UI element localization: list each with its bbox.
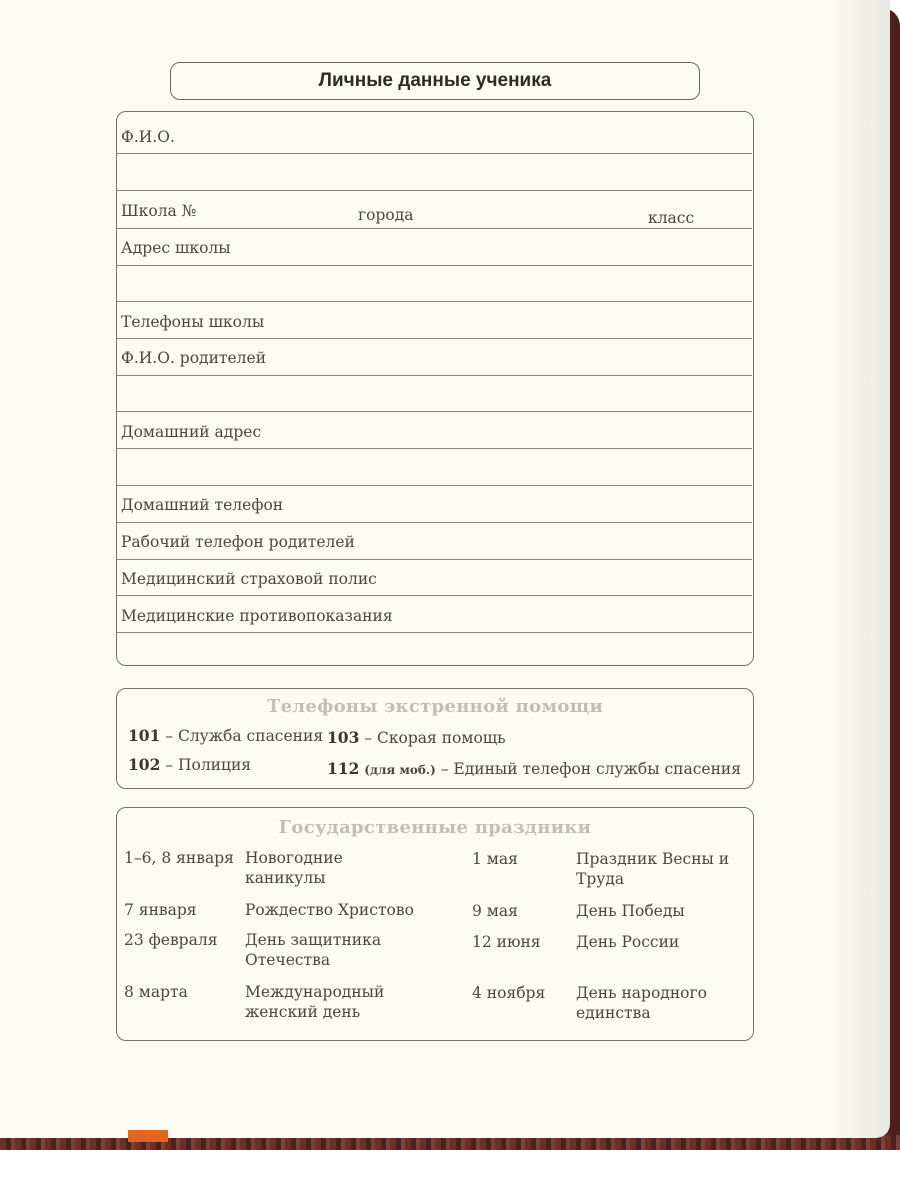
holiday-name: День России bbox=[576, 933, 680, 951]
home-phone-label: Домашний телефон bbox=[121, 496, 284, 514]
holiday-name: Праздник Весны и Труда bbox=[576, 850, 730, 888]
home-address-label: Домашний адрес bbox=[121, 423, 262, 441]
holiday-date: 4 ноября bbox=[472, 984, 546, 1002]
parents-fio-label: Ф.И.О. родителей bbox=[121, 349, 267, 367]
school-phones-label: Телефоны школы bbox=[121, 313, 265, 331]
field-line-parents-fio[interactable] bbox=[116, 375, 752, 376]
holiday-date: 1–6, 8 января bbox=[124, 849, 234, 867]
holidays-title: Государственные праздники bbox=[278, 817, 592, 838]
field-line-insurance[interactable] bbox=[116, 595, 752, 596]
fio-label: Ф.И.О. bbox=[121, 128, 175, 146]
class-label: класс bbox=[648, 209, 695, 227]
emergency-item: 101 – Служба спасения bbox=[128, 726, 324, 745]
field-line-school-address[interactable] bbox=[116, 265, 752, 266]
school-number-label: Школа № bbox=[121, 202, 197, 220]
emergency-item: 102 – Полиция bbox=[128, 755, 252, 774]
field-line-home-phone[interactable] bbox=[116, 522, 752, 523]
holiday-date: 8 марта bbox=[124, 983, 188, 1001]
field-line-fio-2[interactable] bbox=[116, 190, 752, 191]
holiday-date: 12 июня bbox=[472, 933, 541, 951]
field-line-home-address[interactable] bbox=[116, 448, 752, 449]
holiday-name: День Победы bbox=[576, 902, 685, 920]
field-line-home-address-2[interactable] bbox=[116, 485, 752, 486]
holiday-date: 23 февраля bbox=[124, 931, 218, 949]
holiday-date: 1 мая bbox=[472, 850, 518, 868]
field-line-school-phones[interactable] bbox=[116, 338, 752, 339]
emergency-title: Телефоны экстренной помощи bbox=[266, 696, 604, 717]
holiday-name: День народного единства bbox=[576, 984, 707, 1022]
field-line-work-phone[interactable] bbox=[116, 559, 752, 560]
emergency-item: 112 (для моб.) – Единый телефон службы спасения bbox=[327, 759, 742, 778]
field-line-school-address-2[interactable] bbox=[116, 301, 752, 302]
page-title: Личные данные ученика bbox=[170, 62, 700, 100]
holiday-name: День защитника Отечества bbox=[245, 931, 382, 969]
field-line-school[interactable] bbox=[116, 228, 752, 229]
field-line-parents-fio-2[interactable] bbox=[116, 411, 752, 412]
school-address-label: Адрес школы bbox=[121, 239, 231, 257]
holiday-name: Международный женский день bbox=[245, 983, 385, 1021]
insurance-label: Медицинский страховой полис bbox=[121, 570, 377, 588]
contraindications-label: Медицинские противопоказания bbox=[121, 607, 393, 625]
bookmark-ribbon[interactable] bbox=[128, 1130, 168, 1142]
holiday-date: 9 мая bbox=[472, 902, 518, 920]
holiday-name: Новогодние каникулы bbox=[245, 849, 343, 887]
holiday-name: Рождество Христово bbox=[245, 901, 414, 919]
holiday-date: 7 января bbox=[124, 901, 197, 919]
field-line-contraindications[interactable] bbox=[116, 632, 752, 633]
parents-work-phone-label: Рабочий телефон родителей bbox=[121, 533, 355, 551]
field-line-fio[interactable] bbox=[116, 153, 752, 154]
city-label: города bbox=[358, 206, 414, 224]
emergency-item: 103 – Скорая помощь bbox=[327, 728, 506, 747]
